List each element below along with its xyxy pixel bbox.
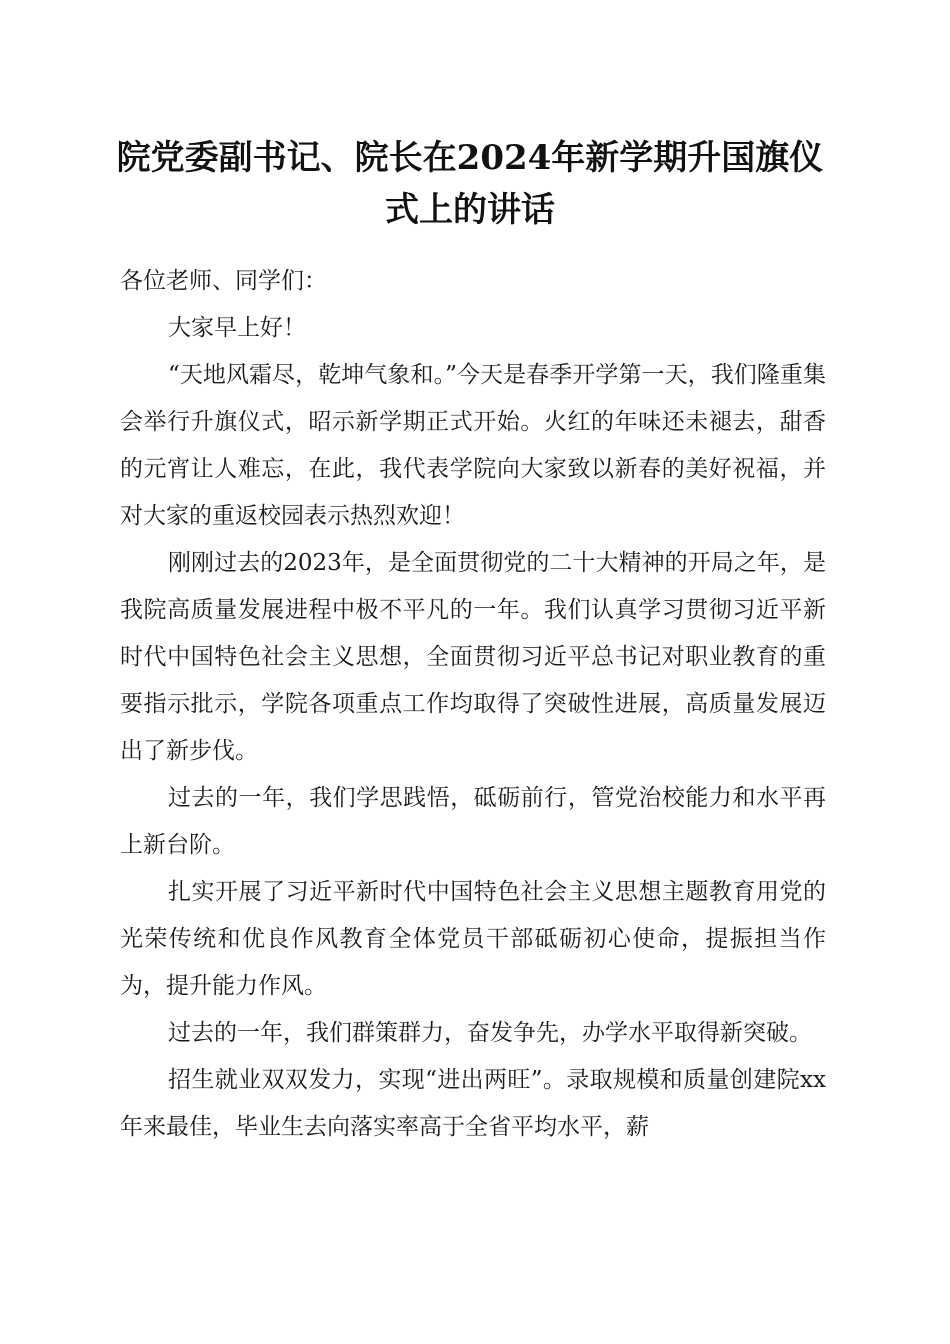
paragraph: 刚刚过去的2023年，是全面贯彻党的二十大精神的开局之年，是我院高质量发展进程中极不平凡的一年。我们认真学习贯彻习近平新时代中国特色社会主义思想，全面贯彻习近平总书记对职业教育的重要指示批示，学院各项重点工作均取得了突破性进展，高质量发展迈出了新步伐。 [120, 550, 826, 764]
salutation: 各位老师、同学们： [120, 268, 327, 294]
paragraph: 过去的一年，我们群策群力，奋发争先，办学水平取得新突破。 [168, 1020, 812, 1046]
paragraph: 扎实开展了习近平新时代中国特色社会主义思想主题教育用党的光荣传统和优良作风教育全体党员干部砥砺初心使命，提振担当作为，提升能力作风。 [120, 879, 826, 999]
paragraph: “天地风霜尽，乾坤气象和。”今天是春季开学第一天，我们隆重集会举行升旗仪式，昭示新学期正式开始。火红的年味还未褪去，甜香的元宵让人难忘，在此，我代表学院向大家致以新春的美好祝福，并对大家的重返校园表示热烈欢迎！ [120, 362, 826, 529]
paragraph: 大家早上好！ [168, 315, 306, 341]
paragraph: 招生就业双双发力，实现“进出两旺”。录取规模和质量创建院xx年来最佳，毕业生去向落实率高于全省平均水平，薪 [120, 1067, 826, 1140]
document-body [120, 258, 826, 1151]
paragraph: 过去的一年，我们学思践悟，砥砺前行，管党治校能力和水平再上新台阶。 [120, 785, 826, 858]
document-title: 院党委副书记、院长在2024年新学期升国旗仪式上的讲话 [116, 138, 824, 230]
